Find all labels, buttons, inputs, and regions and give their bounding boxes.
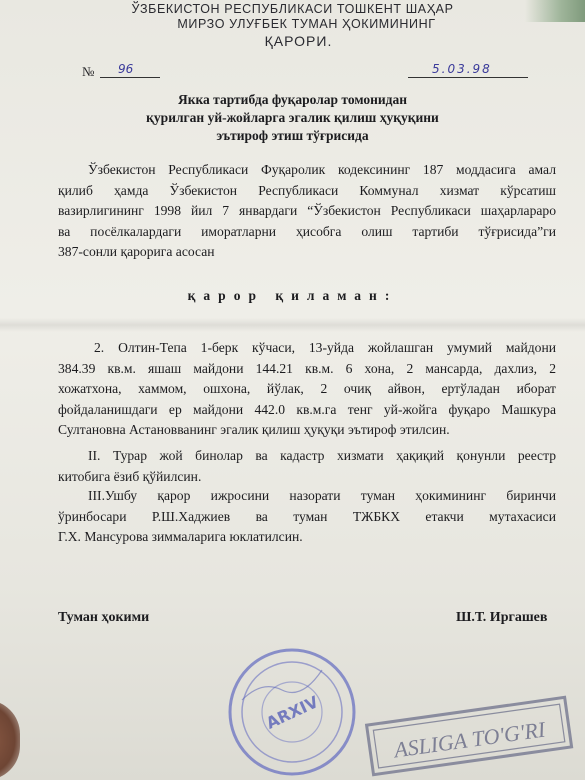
date-value: 5.03.98 [432, 62, 492, 76]
header-line-3: ҚАРОРИ. [264, 33, 333, 49]
clause-2-line: 384.39 кв.м. яшаш майдони 144.21 кв.м. 6 хона, 2 мансарда, дахлиз, 2 [58, 360, 556, 376]
number-value: 96 [118, 62, 134, 76]
clause-ii-paragraph [58, 446, 556, 487]
clause-2-paragraph [58, 338, 556, 441]
header-line-1: ЎЗБЕКИСТОН РЕСПУБЛИКАСИ ТОШКЕНТ ШАҲАР [131, 2, 454, 16]
clause-2-line: фойдаланишдаги ер майдони 442.0 кв.м.га тенг уй-жойга фуқаро Машкура [58, 401, 556, 417]
clause-2-line: хожатхона, хаммом, ошхона, йўлак, 2 очиқ айвон, ертўладан иборат [58, 381, 556, 396]
paper-fold [0, 318, 585, 332]
preamble-line: вазирлигининг 1998 йил 7 январдаги “Ўзбекистон Республикаси шаҳарлараро [58, 203, 556, 218]
number-underline [100, 77, 160, 78]
stamp-text: ARXIV [263, 692, 322, 733]
title-line-2: қурилган уй-жойларга эгалик қилиш ҳуқуқини [146, 110, 439, 125]
clause-iii-line: ўринбосари Р.Ш.Хаджиев ва туман ТЖБКХ етакчи мутахасиси [58, 508, 556, 524]
clause-2-line: 2. Олтин-Тепа 1-берк кўчаси, 13-уйда жойлашган умумий майдони [94, 340, 556, 355]
preamble-paragraph [58, 160, 556, 263]
certified-seal [362, 682, 585, 780]
title-line-3: эътироф этиш тўғрисида [216, 128, 369, 143]
preamble-line: Ўзбекистон Республикаси Фуқаролик кодексининг 187 моддасига амал [88, 162, 556, 177]
signature-title: Туман ҳокими [58, 610, 150, 625]
clause-ii-line: II. Турар жой бинолар ва кадастр хизмати ҳақиқий қонунли реестр [88, 448, 556, 463]
clause-iii-line: Г.Х. Мансурова зиммаларига юклатилсин. [58, 529, 303, 544]
title-line-1: Якка тартибда фуқаролар томонидан [177, 92, 408, 107]
preamble-line: ва посёлкалардаги иморатларни ҳисобга олиш тартиби тўғрисида”ги [58, 223, 556, 239]
thumb [0, 700, 20, 780]
signature-name: Ш.Т. Иргашев [456, 610, 548, 625]
seal-text: ASLIGA TO'G'RI [392, 716, 547, 763]
clause-iii-line: III.Ушбу қарор ижросини назорати туман ҳокимининг биринчи [88, 488, 556, 503]
header-line-2: МИРЗО УЛУҒБЕК ТУМАН ҲОКИМИНИНГ [177, 17, 436, 31]
preamble-line: 387-сонли қарорига асосан [58, 244, 215, 259]
clause-ii-line: китобига ёзиб қўйилсин. [58, 468, 202, 484]
clause-iii-paragraph [58, 486, 556, 548]
round-stamp [222, 640, 362, 780]
number-label: № [82, 64, 95, 79]
clause-2-line: Султановна Астановванинг эгалик қилиш ҳуқуқи эътироф этилсин. [58, 422, 450, 437]
resolve-heading: қарор қиламан: [187, 288, 398, 303]
preamble-line: қилиб ҳамда Ўзбекистон Республикаси Коммунал хизмат кўрсатиш [58, 182, 556, 198]
date-underline [408, 77, 528, 78]
